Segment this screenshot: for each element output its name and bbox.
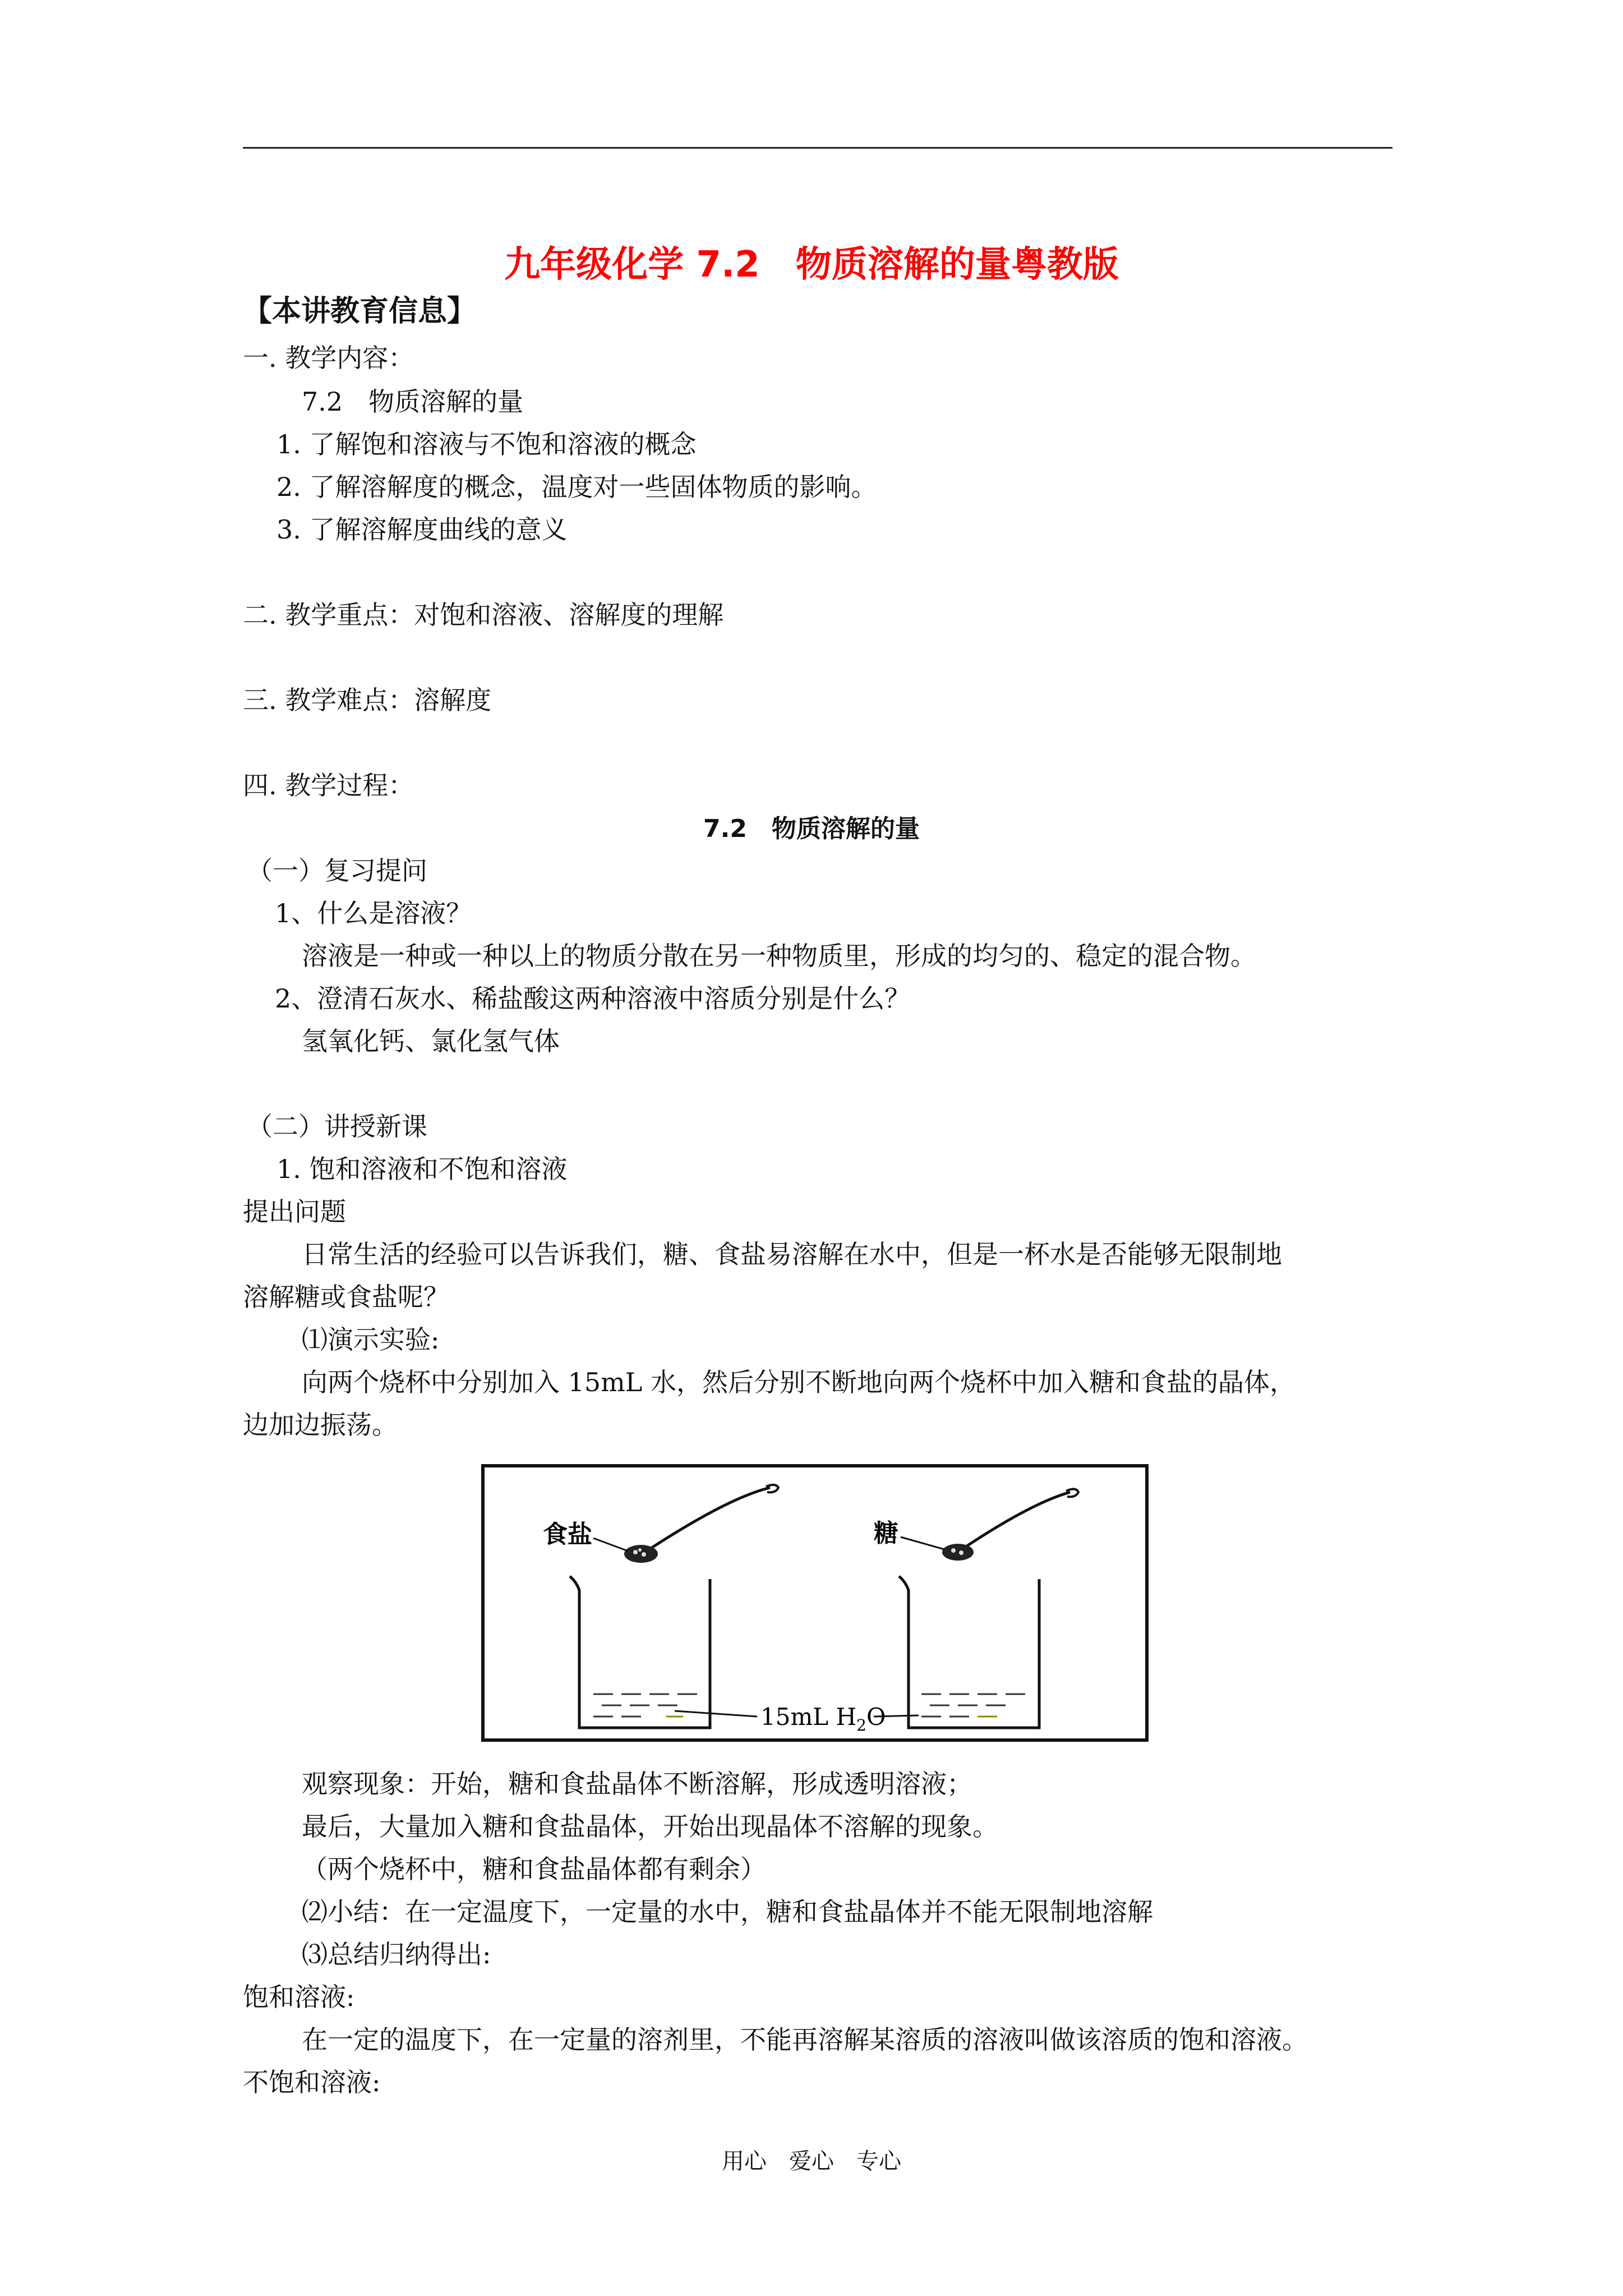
review-heading: （一）复习提问 — [247, 855, 427, 886]
paragraph-2-line-2: 边加边振荡。 — [243, 1410, 398, 1440]
salt-label: 食盐 — [543, 1520, 592, 1549]
raise-question-label: 提出问题 — [243, 1197, 346, 1227]
section-4-heading: 四. 教学过程： — [243, 770, 414, 800]
page-title: 九年级化学 7.2 物质溶解的量粤教版 — [504, 244, 1119, 286]
section-1-heading: 一. 教学内容： — [243, 343, 414, 373]
paragraph-1-line-1: 日常生活的经验可以告诉我们，糖、食盐易溶解在水中，但是一杯水是否能够无限制地 — [302, 1239, 1282, 1269]
section-3-heading: 三. 教学难点：溶解度 — [243, 685, 492, 715]
header-rule — [243, 147, 1393, 149]
lesson-subtitle: 7.2 物质溶解的量 — [703, 815, 920, 843]
unsaturated-solution-label: 不饱和溶液: — [243, 2067, 381, 2097]
saturated-solution-label: 饱和溶液: — [243, 1982, 355, 2012]
paragraph-2-line-1: 向两个烧杯中分别加入 15mL 水，然后分别不断地向两个烧杯中加入糖和食盐的晶体， — [302, 1367, 1295, 1397]
objective-3: 3. 了解溶解度曲线的意义 — [276, 514, 568, 545]
section-2-heading: 二. 教学重点：对饱和溶液、溶解度的理解 — [243, 600, 724, 630]
review-question-2: 2、澄清石灰水、稀盐酸这两种溶液中溶质分别是什么？ — [275, 983, 911, 1014]
section-1-topic: 7.2 物质溶解的量 — [302, 386, 524, 417]
sugar-label: 糖 — [874, 1519, 898, 1548]
paragraph-1-line-2: 溶解糖或食盐呢？ — [243, 1282, 449, 1312]
saturated-solution-definition: 在一定的温度下，在一定量的溶剂里，不能再溶解某溶质的溶液叫做该溶质的饱和溶液。 — [302, 2024, 1308, 2055]
conclusion-heading: ⑶总结归纳得出: — [302, 1939, 491, 1970]
demo-heading: ⑴演示实验: — [302, 1324, 440, 1355]
review-answer-1: 溶液是一种或一种以上的物质分散在另一种物质里，形成的均匀的、稳定的混合物。 — [302, 941, 1256, 971]
review-answer-2: 氢氧化钙、氯化氢气体 — [302, 1026, 560, 1056]
topic-saturated-solutions: 1. 饱和溶液和不饱和溶液 — [276, 1154, 568, 1184]
objective-1: 1. 了解饱和溶液与不饱和溶液的概念 — [276, 429, 697, 459]
review-question-1: 1、什么是溶液？ — [275, 898, 472, 928]
observation-line-2: 最后，大量加入糖和食盐晶体，开始出现晶体不溶解的现象。 — [302, 1811, 998, 1842]
page-footer: 用心 爱心 专心 — [722, 2148, 901, 2174]
objective-2: 2. 了解溶解度的概念，温度对一些固体物质的影响。 — [276, 472, 877, 502]
observation-line-3: （两个烧杯中，糖和食盐晶体都有剩余） — [302, 1854, 766, 1884]
experiment-figure — [481, 1464, 1149, 1742]
observation-line-1: 观察现象：开始，糖和食盐晶体不断溶解，形成透明溶液； — [302, 1769, 972, 1799]
new-lesson-heading: （二）讲授新课 — [247, 1111, 427, 1142]
info-heading: 【本讲教育信息】 — [243, 295, 477, 328]
water-label: 15mL $H_2O$ — [760, 1703, 886, 1734]
summary-line: ⑵小结：在一定温度下，一定量的水中，糖和食盐晶体并不能无限制地溶解 — [302, 1897, 1153, 1927]
figure-frame — [483, 1466, 1147, 1740]
